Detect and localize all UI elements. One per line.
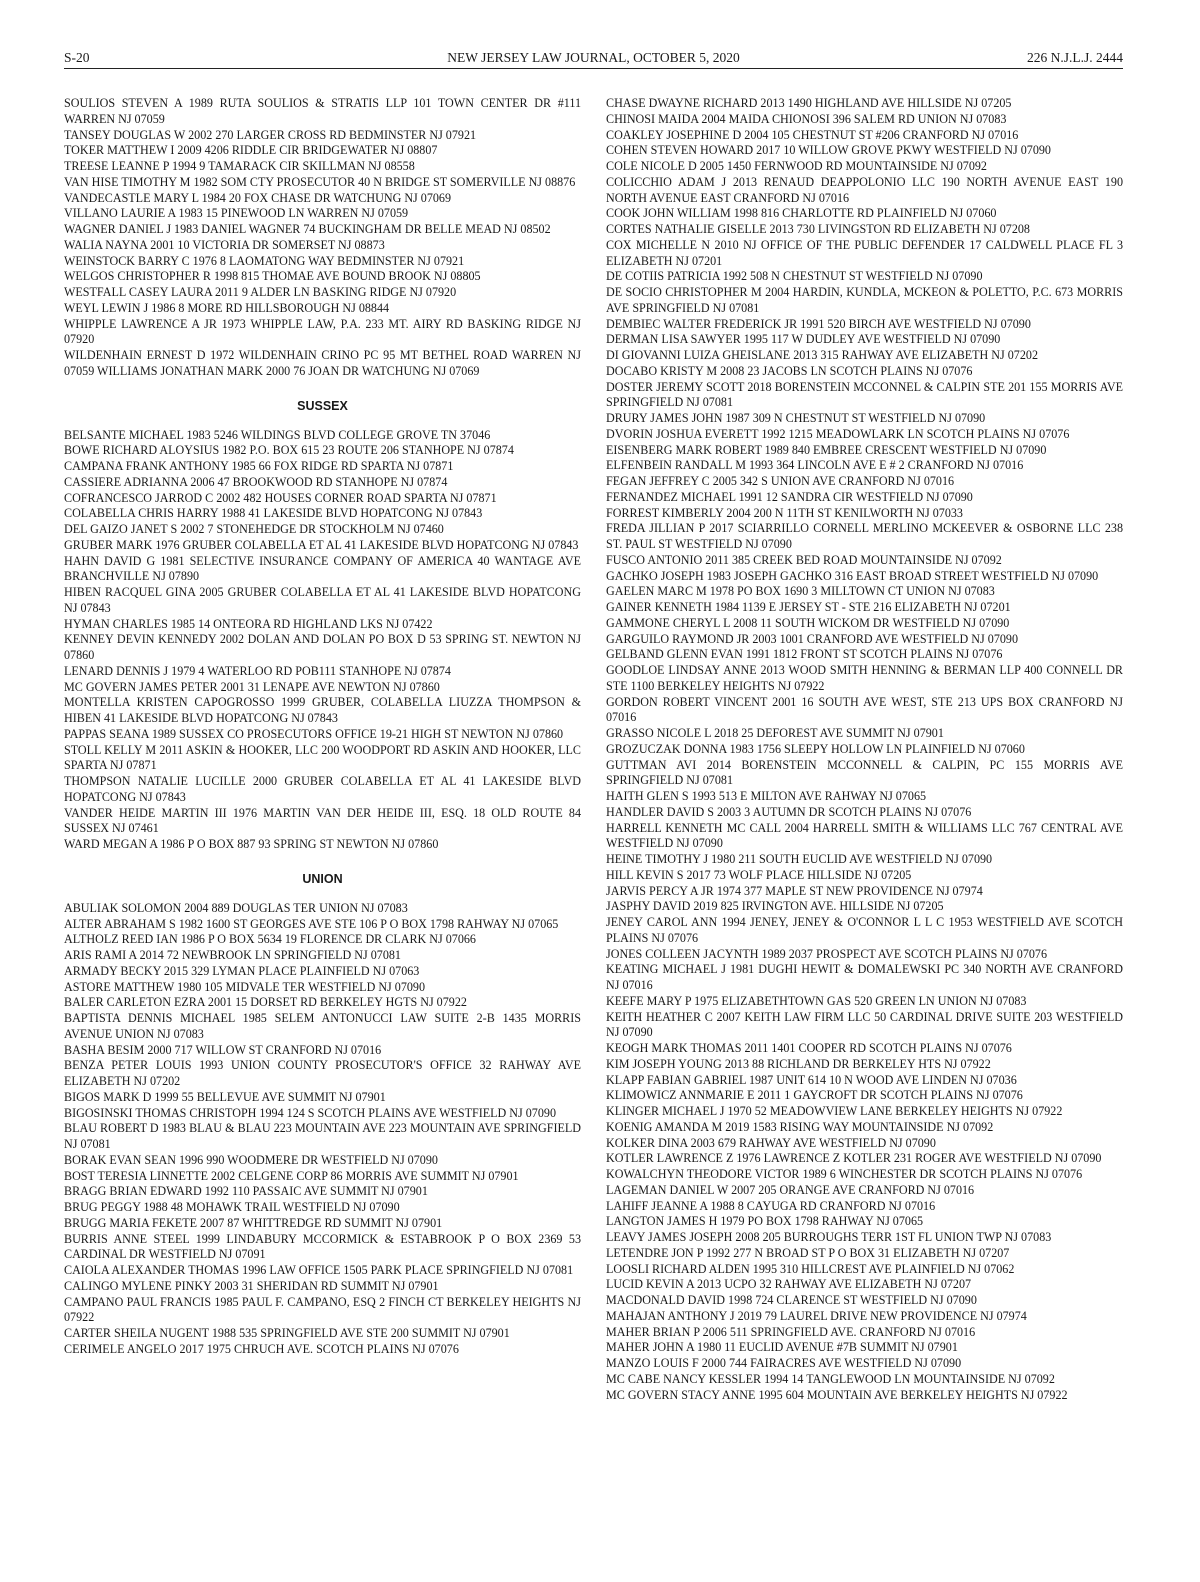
directory-entry: WELGOS CHRISTOPHER R 1998 815 THOMAE AVE BOUND BROOK NJ 08805 — [64, 269, 481, 284]
page-header — [64, 50, 1123, 70]
directory-entry: CALINGO MYLENE PINKY 2003 31 SHERIDAN RD SUMMIT NJ 07901 — [64, 1278, 439, 1293]
directory-entry: GOODLOE LINDSAY ANNE 2013 WOOD SMITH HENNING & BERMAN LLP 400 CONNELL DR STE 1100 BERKELEY HEIGHTS NJ 07922 — [606, 663, 1123, 693]
directory-entry: THOMPSON NATALIE LUCILLE 2000 GRUBER COLABELLA ET AL 41 LAKESIDE BLVD HOPATCONG NJ 07843 — [64, 774, 581, 804]
citation: 226 N.J.L.J. 2444 — [1026, 50, 1123, 65]
section-heading-sussex: SUSSEX — [297, 398, 348, 413]
directory-entry: LAHIFF JEANNE A 1988 8 CAYUGA RD CRANFORD NJ 07016 — [606, 1198, 936, 1213]
directory-entry: WILDENHAIN ERNEST D 1972 WILDENHAIN CRINO PC 95 MT BETHEL ROAD WARREN NJ 07059 WILLIAMS JONATHAN MARK 2000 76 JOAN DR WATCHUNG NJ 07069 — [64, 348, 581, 378]
directory-entry: CORTES NATHALIE GISELLE 2013 730 LIVINGSTON RD ELIZABETH NJ 07208 — [606, 222, 1030, 236]
directory-entry: EISENBERG MARK ROBERT 1989 840 EMBREE CRESCENT WESTFIELD NJ 07090 — [606, 442, 1047, 457]
directory-entry: LOOSLI RICHARD ALDEN 1995 310 HILLCREST AVE PLAINFIELD NJ 07062 — [606, 1261, 1015, 1276]
directory-entry: GAINER KENNETH 1984 1139 E JERSEY ST - STE 216 ELIZABETH NJ 07201 — [606, 600, 1011, 614]
directory-entry: MC GOVERN STACY ANNE 1995 604 MOUNTAIN AVE BERKELEY HEIGHTS NJ 07922 — [606, 1387, 1068, 1402]
directory-entry: TREESE LEANNE P 1994 9 TAMARACK CIR SKILLMAN NJ 08558 — [64, 159, 415, 173]
directory-entry: BRUGG MARIA FEKETE 2007 87 WHITTREDGE RD SUMMIT NJ 07901 — [64, 1215, 443, 1230]
directory-entry: HANDLER DAVID S 2003 3 AUTUMN DR SCOTCH PLAINS NJ 07076 — [606, 804, 972, 819]
directory-entry: KOTLER LAWRENCE Z 1976 LAWRENCE Z KOTLER 231 ROGER AVE WESTFIELD NJ 07090 — [606, 1151, 1102, 1166]
directory-entry: BELSANTE MICHAEL 1983 5246 WILDINGS BLVD COLLEGE GROVE TN 37046 — [64, 427, 491, 442]
directory-entry: DERMAN LISA SAWYER 1995 117 W DUDLEY AVE WESTFIELD NJ 07090 — [606, 332, 1001, 347]
directory-entry: LEAVY JAMES JOSEPH 2008 205 BURROUGHS TERR 1ST FL UNION TWP NJ 07083 — [606, 1230, 1052, 1244]
directory-entry: KOENIG AMANDA M 2019 1583 RISING WAY MOUNTAINSIDE NJ 07092 — [606, 1119, 994, 1134]
directory-entry: KLINGER MICHAEL J 1970 52 MEADOWVIEW LANE BERKELEY HEIGHTS NJ 07922 — [606, 1104, 1063, 1118]
directory-entry: MAHER BRIAN P 2006 511 SPRINGFIELD AVE. CRANFORD NJ 07016 — [606, 1324, 976, 1339]
directory-entry: BOST TERESIA LINNETTE 2002 CELGENE CORP 86 MORRIS AVE SUMMIT NJ 07901 — [64, 1168, 519, 1183]
directory-entry: ARIS RAMI A 2014 72 NEWBROOK LN SPRINGFIELD NJ 07081 — [64, 948, 401, 962]
directory-entry: VANDECASTLE MARY L 1984 20 FOX CHASE DR WATCHUNG NJ 07069 — [64, 190, 452, 205]
directory-entry: LETENDRE JON P 1992 277 N BROAD ST P O BOX 31 ELIZABETH NJ 07207 — [606, 1245, 1010, 1260]
directory-entry: ABULIAK SOLOMON 2004 889 DOUGLAS TER UNION NJ 07083 — [64, 900, 408, 915]
directory-entry: PAPPAS SEANA 1989 SUSSEX CO PROSECUTORS OFFICE 19-21 HIGH ST NEWTON NJ 07860 — [64, 726, 564, 741]
directory-entry: HARRELL KENNETH MC CALL 2004 HARRELL SMITH & WILLIAMS LLC 767 CENTRAL AVE WESTFIELD NJ 07090 — [606, 820, 1123, 851]
directory-entry: ALTER ABRAHAM S 1982 1600 ST GEORGES AVE STE 106 P O BOX 1798 RAHWAY NJ 07065 — [64, 916, 559, 931]
directory-entry: GUTTMAN AVI 2014 BORENSTEIN MCCONNELL & CALPIN, PC 155 MORRIS AVE SPRINGFIELD NJ 07081 — [606, 757, 1123, 788]
directory-entry: GRUBER MARK 1976 GRUBER COLABELLA ET AL 41 LAKESIDE BLVD HOPATCONG NJ 07843 — [64, 537, 579, 552]
directory-entry: DOSTER JEREMY SCOTT 2018 BORENSTEIN MCCONNEL & CALPIN STE 201 155 MORRIS AVE SPRINGFIELD NJ 07081 — [606, 379, 1123, 410]
directory-entry: GAMMONE CHERYL L 2008 11 SOUTH WICKOM DR WESTFIELD NJ 07090 — [606, 615, 1010, 630]
directory-entry: VILLANO LAURIE A 1983 15 PINEWOOD LN WARREN NJ 07059 — [64, 206, 409, 221]
directory-entry: WARD MEGAN A 1986 P O BOX 887 93 SPRING ST NEWTON NJ 07860 — [64, 837, 439, 851]
directory-entry: BORAK EVAN SEAN 1996 990 WOODMERE DR WESTFIELD NJ 07090 — [64, 1152, 438, 1167]
directory-entry: MAHAJAN ANTHONY J 2019 79 LAUREL DRIVE NEW PROVIDENCE NJ 07974 — [606, 1308, 1027, 1323]
directory-entry: COFRANCESCO JARROD C 2002 482 HOUSES CORNER ROAD SPARTA NJ 07871 — [64, 490, 497, 505]
directory-entry: GROZUCZAK DONNA 1983 1756 SLEEPY HOLLOW LN PLAINFIELD NJ 07060 — [606, 741, 1025, 756]
directory-entry: MAHER JOHN A 1980 11 EUCLID AVENUE #7B SUMMIT NJ 07901 — [606, 1340, 958, 1355]
directory-entry: DE SOCIO CHRISTOPHER M 2004 HARDIN, KUNDLA, MCKEON & POLETTO, P.C. 673 MORRIS AVE SPRINGFIELD NJ 07081 — [606, 285, 1123, 315]
directory-entry: DOCABO KRISTY M 2008 23 JACOBS LN SCOTCH PLAINS NJ 07076 — [606, 363, 973, 378]
directory-entry: DI GIOVANNI LUIZA GHEISLANE 2013 315 RAHWAY AVE ELIZABETH NJ 07202 — [606, 348, 1038, 362]
directory-entry: COX MICHELLE N 2010 NJ OFFICE OF THE PUBLIC DEFENDER 17 CALDWELL PLACE FL 3 ELIZABETH NJ 07201 — [606, 237, 1123, 268]
right-column — [606, 96, 1123, 1403]
directory-entry: TANSEY DOUGLAS W 2002 270 LARGER CROSS RD BEDMINSTER NJ 07921 — [64, 127, 477, 142]
directory-entry: KLIMOWICZ ANNMARIE E 2011 1 GAYCROFT DR SCOTCH PLAINS NJ 07076 — [606, 1088, 1023, 1103]
directory-entry: BRUG PEGGY 1988 48 MOHAWK TRAIL WESTFIELD NJ 07090 — [64, 1200, 400, 1214]
directory-entry: GORDON ROBERT VINCENT 2001 16 SOUTH AVE WEST, STE 213 UPS BOX CRANFORD NJ 07016 — [606, 694, 1123, 725]
directory-entry: DRURY JAMES JOHN 1987 309 N CHESTNUT ST WESTFIELD NJ 07090 — [606, 411, 986, 425]
directory-entry: JENEY CAROL ANN 1994 JENEY, JENEY & O'CONNOR L L C 1953 WESTFIELD AVE SCOTCH PLAINS NJ 07076 — [606, 915, 1123, 945]
directory-entry: BRAGG BRIAN EDWARD 1992 110 PASSAIC AVE SUMMIT NJ 07901 — [64, 1184, 428, 1199]
directory-entry: COHEN STEVEN HOWARD 2017 10 WILLOW GROVE PKWY WESTFIELD NJ 07090 — [606, 143, 1051, 158]
journal-title: NEW JERSEY LAW JOURNAL, OCTOBER 5, 2020 — [447, 50, 740, 65]
directory-entry: MANZO LOUIS F 2000 744 FAIRACRES AVE WESTFIELD NJ 07090 — [606, 1356, 962, 1370]
directory-entry: KENNEY DEVIN KENNEDY 2002 DOLAN AND DOLAN PO BOX D 53 SPRING ST. NEWTON NJ 07860 — [64, 632, 581, 662]
directory-entry: CAIOLA ALEXANDER THOMAS 1996 LAW OFFICE 1505 PARK PLACE SPRINGFIELD NJ 07081 — [64, 1263, 574, 1277]
directory-entry: LENARD DENNIS J 1979 4 WATERLOO RD POB111 STANHOPE NJ 07874 — [64, 663, 451, 678]
directory-entry: FREDA JILLIAN P 2017 SCIARRILLO CORNELL MERLINO MCKEEVER & OSBORNE LLC 238 ST. PAUL ST WESTFIELD NJ 07090 — [606, 521, 1123, 551]
directory-entry: KEITH HEATHER C 2007 KEITH LAW FIRM LLC 50 CARDINAL DRIVE SUITE 203 WESTFIELD NJ 07090 — [606, 1009, 1123, 1040]
directory-entry: BENZA PETER LOUIS 1993 UNION COUNTY PROSECUTOR'S OFFICE 32 RAHWAY AVE ELIZABETH NJ 07202 — [64, 1058, 581, 1088]
directory-entry: FEGAN JEFFREY C 2005 342 S UNION AVE CRANFORD NJ 07016 — [606, 474, 955, 488]
directory-entry: GAELEN MARC M 1978 PO BOX 1690 3 MILLTOWN CT UNION NJ 07083 — [606, 584, 995, 599]
directory-entry: KEATING MICHAEL J 1981 DUGHI HEWIT & DOMALEWSKI PC 340 NORTH AVE CRANFORD NJ 07016 — [606, 962, 1123, 992]
directory-entry: TOKER MATTHEW I 2009 4206 RIDDLE CIR BRIDGEWATER NJ 08807 — [64, 143, 438, 158]
directory-entry: ELFENBEIN RANDALL M 1993 364 LINCOLN AVE E # 2 CRANFORD NJ 07016 — [606, 458, 1024, 473]
directory-entry: BALER CARLETON EZRA 2001 15 DORSET RD BERKELEY HGTS NJ 07922 — [64, 995, 467, 1010]
directory-entry: KIM JOSEPH YOUNG 2013 88 RICHLAND DR BERKELEY HTS NJ 07922 — [606, 1056, 991, 1071]
directory-entry: WHIPPLE LAWRENCE A JR 1973 WHIPPLE LAW, P.A. 233 MT. AIRY RD BASKING RIDGE NJ 07920 — [64, 316, 581, 347]
directory-entry: MONTELLA KRISTEN CAPOGROSSO 1999 GRUBER, COLABELLA LIUZZA THOMPSON & HIBEN 41 LAKESIDE BLVD HOPATCONG NJ 07843 — [64, 695, 581, 725]
directory-entry: JASPHY DAVID 2019 825 IRVINGTON AVE. HILLSIDE NJ 07205 — [606, 899, 944, 914]
directory-entry: CAMPANO PAUL FRANCIS 1985 PAUL F. CAMPANO, ESQ 2 FINCH CT BERKELEY HEIGHTS NJ 07922 — [64, 1294, 581, 1325]
directory-entry: HIBEN RACQUEL GINA 2005 GRUBER COLABELLA ET AL 41 LAKESIDE BLVD HOPATCONG NJ 07843 — [64, 585, 581, 615]
directory-entry: MC GOVERN JAMES PETER 2001 31 LENAPE AVE NEWTON NJ 07860 — [64, 679, 440, 694]
directory-entry: GELBAND GLENN EVAN 1991 1812 FRONT ST SCOTCH PLAINS NJ 07076 — [606, 647, 1003, 662]
directory-entry: MC CABE NANCY KESSLER 1994 14 TANGLEWOOD LN MOUNTAINSIDE NJ 07092 — [606, 1371, 1055, 1386]
left-column — [64, 96, 581, 1358]
directory-entry: JONES COLLEEN JACYNTH 1989 2037 PROSPECT AVE SCOTCH PLAINS NJ 07076 — [606, 946, 1048, 961]
directory-entry: BURRIS ANNE STEEL 1999 LINDABURY MCCORMICK & ESTABROOK P O BOX 2369 53 CARDINAL DR WESTFIELD NJ 07091 — [64, 1231, 581, 1262]
directory-entry: CAMPANA FRANK ANTHONY 1985 66 FOX RIDGE RD SPARTA NJ 07871 — [64, 459, 454, 473]
directory-entry: COOK JOHN WILLIAM 1998 816 CHARLOTTE RD PLAINFIELD NJ 07060 — [606, 206, 997, 221]
directory-entry: HILL KEVIN S 2017 73 WOLF PLACE HILLSIDE NJ 07205 — [606, 867, 912, 882]
directory-entry: WESTFALL CASEY LAURA 2011 9 ALDER LN BASKING RIDGE NJ 07920 — [64, 285, 457, 299]
directory-entry: KEEFE MARY P 1975 ELIZABETHTOWN GAS 520 GREEN LN UNION NJ 07083 — [606, 993, 1027, 1008]
directory-entry: LANGTON JAMES H 1979 PO BOX 1798 RAHWAY NJ 07065 — [606, 1214, 924, 1229]
directory-entry: ALTHOLZ REED IAN 1986 P O BOX 5634 19 FLORENCE DR CLARK NJ 07066 — [64, 932, 476, 947]
directory-entry: GACHKO JOSEPH 1983 JOSEPH GACHKO 316 EAST BROAD STREET WESTFIELD NJ 07090 — [606, 568, 1099, 583]
directory-entry: KOWALCHYN THEODORE VICTOR 1989 6 WINCHESTER DR SCOTCH PLAINS NJ 07076 — [606, 1167, 1083, 1181]
directory-entry: WAGNER DANIEL J 1983 DANIEL WAGNER 74 BUCKINGHAM DR BELLE MEAD NJ 08502 — [64, 222, 551, 236]
directory-entry: JARVIS PERCY A JR 1974 377 MAPLE ST NEW PROVIDENCE NJ 07974 — [606, 883, 983, 898]
directory-entry: BLAU ROBERT D 1983 BLAU & BLAU 223 MOUNTAIN AVE 223 MOUNTAIN AVE SPRINGFIELD NJ 07081 — [64, 1121, 581, 1151]
directory-entry: FUSCO ANTONIO 2011 385 CREEK BED ROAD MOUNTAINSIDE NJ 07092 — [606, 552, 1002, 567]
page-number: S-20 — [64, 50, 90, 65]
directory-entry: HAITH GLEN S 1993 513 E MILTON AVE RAHWAY NJ 07065 — [606, 789, 927, 803]
directory-entry: MACDONALD DAVID 1998 724 CLARENCE ST WESTFIELD NJ 07090 — [606, 1293, 977, 1307]
directory-entry: CASSIERE ADRIANNA 2006 47 BROOKWOOD RD STANHOPE NJ 07874 — [64, 474, 448, 489]
directory-entry: BAPTISTA DENNIS MICHAEL 1985 SELEM ANTONUCCI LAW SUITE 2-B 1435 MORRIS AVENUE UNION NJ 07083 — [64, 1011, 581, 1041]
directory-entry: DE COTIIS PATRICIA 1992 508 N CHESTNUT ST WESTFIELD NJ 07090 — [606, 269, 983, 284]
directory-entry: KOLKER DINA 2003 679 RAHWAY AVE WESTFIELD NJ 07090 — [606, 1135, 936, 1150]
directory-entry: FORREST KIMBERLY 2004 200 N 11TH ST KENILWORTH NJ 07033 — [606, 505, 963, 520]
directory-entry: CERIMELE ANGELO 2017 1975 CHRUCH AVE. SCOTCH PLAINS NJ 07076 — [64, 1341, 459, 1356]
directory-entry: KEOGH MARK THOMAS 2011 1401 COOPER RD SCOTCH PLAINS NJ 07076 — [606, 1041, 1012, 1055]
directory-entry: WALIA NAYNA 2001 10 VICTORIA DR SOMERSET NJ 08873 — [64, 237, 385, 252]
directory-entry: CHASE DWAYNE RICHARD 2013 1490 HIGHLAND AVE HILLSIDE NJ 07205 — [606, 96, 1012, 110]
directory-entry: ASTORE MATTHEW 1980 105 MIDVALE TER WESTFIELD NJ 07090 — [64, 979, 426, 994]
directory-entry: BOWE RICHARD ALOYSIUS 1982 P.O. BOX 615 23 ROUTE 206 STANHOPE NJ 07874 — [64, 443, 514, 458]
directory-entry: VANDER HEIDE MARTIN III 1976 MARTIN VAN DER HEIDE III, ESQ. 18 OLD ROUTE 84 SUSSEX NJ 07461 — [64, 805, 581, 836]
directory-entry: GARGUILO RAYMOND JR 2003 1001 CRANFORD AVE WESTFIELD NJ 07090 — [606, 631, 1019, 646]
directory-entry: ARMADY BECKY 2015 329 LYMAN PLACE PLAINFIELD NJ 07063 — [64, 963, 420, 978]
directory-entry: SOULIOS STEVEN A 1989 RUTA SOULIOS & STRATIS LLP 101 TOWN CENTER DR #111 WARREN NJ 07059 — [64, 96, 581, 126]
directory-entry: WEYL LEWIN J 1986 8 MORE RD HILLSBOROUGH NJ 08844 — [64, 300, 390, 315]
directory-entry: DEL GAIZO JANET S 2002 7 STONEHEDGE DR STOCKHOLM NJ 07460 — [64, 522, 444, 536]
directory-entry: WEINSTOCK BARRY C 1976 8 LAOMATONG WAY BEDMINSTER NJ 07921 — [64, 253, 465, 268]
directory-entry: COLABELLA CHRIS HARRY 1988 41 LAKESIDE BLVD HOPATCONG NJ 07843 — [64, 506, 483, 521]
header-rule — [64, 68, 1123, 69]
directory-entry: LAGEMAN DANIEL W 2007 205 ORANGE AVE CRANFORD NJ 07016 — [606, 1182, 975, 1197]
directory-entry: KLAPP FABIAN GABRIEL 1987 UNIT 614 10 N WOOD AVE LINDEN NJ 07036 — [606, 1072, 1017, 1087]
directory-entry: HEINE TIMOTHY J 1980 211 SOUTH EUCLID AVE WESTFIELD NJ 07090 — [606, 852, 993, 866]
directory-entry: STOLL KELLY M 2011 ASKIN & HOOKER, LLC 200 WOODPORT RD ASKIN AND HOOKER, LLC SPARTA NJ 07871 — [64, 742, 581, 773]
directory-entry: COLE NICOLE D 2005 1450 FERNWOOD RD MOUNTAINSIDE NJ 07092 — [606, 159, 987, 173]
directory-entry: FERNANDEZ MICHAEL 1991 12 SANDRA CIR WESTFIELD NJ 07090 — [606, 489, 973, 504]
directory-entry: BIGOSINSKI THOMAS CHRISTOPH 1994 124 S SCOTCH PLAINS AVE WESTFIELD NJ 07090 — [64, 1105, 556, 1120]
directory-entry: BIGOS MARK D 1999 55 BELLEVUE AVE SUMMIT NJ 07901 — [64, 1089, 386, 1104]
directory-entry: COAKLEY JOSEPHINE D 2004 105 CHESTNUT ST #206 CRANFORD NJ 07016 — [606, 127, 1019, 142]
directory-entry: HAHN DAVID G 1981 SELECTIVE INSURANCE COMPANY OF AMERICA 40 WANTAGE AVE BRANCHVILLE NJ 07890 — [64, 553, 581, 584]
directory-entry: HYMAN CHARLES 1985 14 ONTEORA RD HIGHLAND LKS NJ 07422 — [64, 616, 433, 631]
directory-entry: CARTER SHEILA NUGENT 1988 535 SPRINGFIELD AVE STE 200 SUMMIT NJ 07901 — [64, 1326, 510, 1340]
directory-entry: CHINOSI MAIDA 2004 MAIDA CHIONOSI 396 SALEM RD UNION NJ 07083 — [606, 111, 1007, 126]
directory-entry: DEMBIEC WALTER FREDERICK JR 1991 520 BIRCH AVE WESTFIELD NJ 07090 — [606, 316, 1031, 331]
directory-entry: LUCID KEVIN A 2013 UCPO 32 RAHWAY AVE ELIZABETH NJ 07207 — [606, 1277, 972, 1292]
directory-entry: VAN HISE TIMOTHY M 1982 SOM CTY PROSECUTOR 40 N BRIDGE ST SOMERVILLE NJ 08876 — [64, 174, 576, 189]
directory-entry: BASHA BESIM 2000 717 WILLOW ST CRANFORD NJ 07016 — [64, 1042, 382, 1057]
section-heading-union: UNION — [302, 871, 343, 886]
directory-entry: COLICCHIO ADAM J 2013 RENAUD DEAPPOLONIO LLC 190 NORTH AVENUE EAST 190 NORTH AVENUE EAST CRANFORD NJ 07016 — [606, 174, 1123, 205]
directory-entry: GRASSO NICOLE L 2018 25 DEFOREST AVE SUMMIT NJ 07901 — [606, 726, 944, 740]
directory-entry: DVORIN JOSHUA EVERETT 1992 1215 MEADOWLARK LN SCOTCH PLAINS NJ 07076 — [606, 426, 1070, 441]
